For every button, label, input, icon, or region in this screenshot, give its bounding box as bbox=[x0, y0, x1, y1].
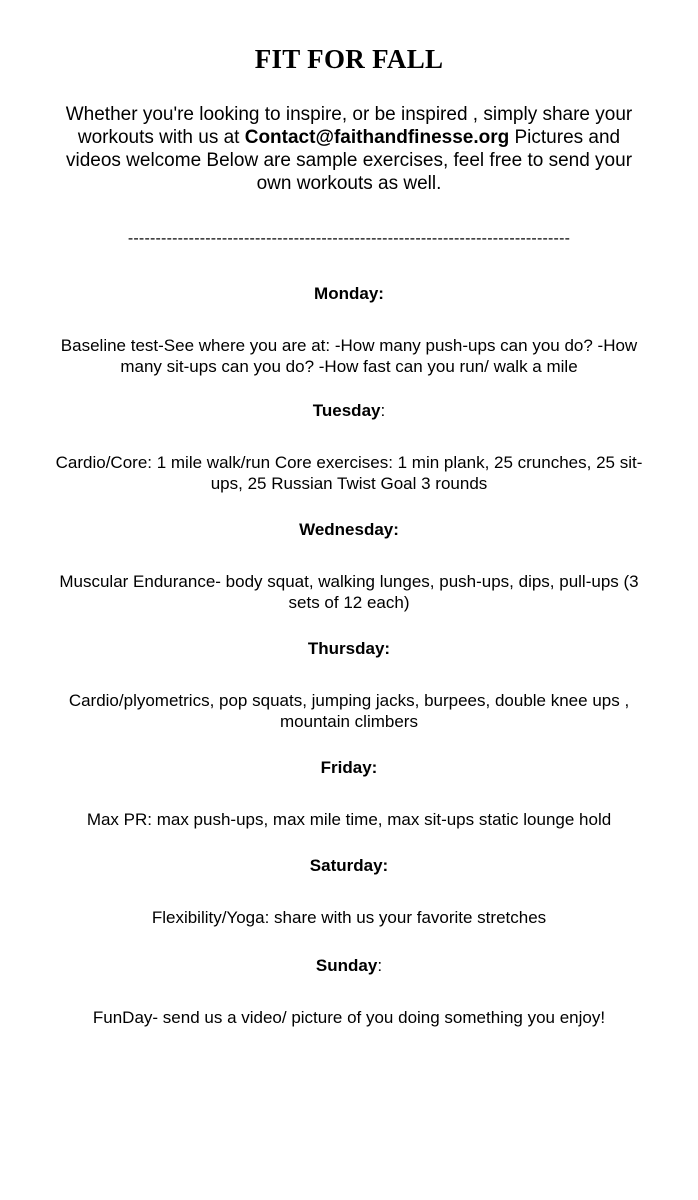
day-heading bbox=[40, 955, 658, 977]
day-name: Monday: bbox=[314, 284, 384, 303]
day-description: Cardio/Core: 1 mile walk/run Core exercises: 1 min plank, 25 crunches, 25 sit-ups, 25 Russian Twist Goal 3 rounds bbox=[55, 453, 643, 493]
intro-text-after: Pictures and videos welcome Below are sample exercises, feel free to send your own workouts as well. bbox=[65, 127, 633, 194]
day-heading bbox=[40, 757, 658, 779]
day-name: Wednesday: bbox=[299, 520, 399, 539]
day-description: FunDay- send us a video/ picture of you doing something you enjoy! bbox=[92, 1008, 606, 1027]
dashed-divider: -------------------------------------------------------------------------------- bbox=[127, 230, 571, 247]
day-wednesday bbox=[40, 519, 658, 613]
day-name: Friday: bbox=[320, 758, 378, 777]
day-suffix: : bbox=[380, 401, 386, 420]
contact-email: Contact@faithandfinesse.org bbox=[244, 127, 510, 148]
day-description: Muscular Endurance- body squat, walking lunges, push-ups, dips, pull-ups (3 sets of 12 each) bbox=[59, 572, 639, 612]
day-description: Baseline test-See where you are at: -How many push-ups can you do? -How many sit-ups can you do? -How fast can you run/ walk a mile bbox=[60, 336, 638, 376]
day-description: Max PR: max push-ups, max mile time, max sit-ups static lounge hold bbox=[86, 810, 612, 829]
day-heading bbox=[40, 519, 658, 541]
intro-paragraph bbox=[49, 103, 649, 195]
day-monday bbox=[40, 283, 658, 377]
day-description: Flexibility/Yoga: share with us your favorite stretches bbox=[151, 908, 547, 927]
day-heading bbox=[40, 855, 658, 877]
day-name: Sunday bbox=[315, 956, 378, 975]
day-name: Thursday: bbox=[307, 639, 391, 658]
day-name: Tuesday bbox=[312, 401, 381, 420]
day-thursday bbox=[40, 638, 658, 732]
day-heading bbox=[40, 638, 658, 660]
day-heading bbox=[40, 283, 658, 305]
day-name: Saturday: bbox=[309, 856, 389, 875]
day-friday bbox=[40, 757, 658, 830]
intro-text-before: Whether you're looking to inspire, or be inspired , simply share your workouts with us at bbox=[65, 104, 633, 148]
day-description: Cardio/plyometrics, pop squats, jumping jacks, burpees, double knee ups , mountain climbers bbox=[68, 691, 630, 731]
day-heading bbox=[40, 400, 658, 422]
day-tuesday bbox=[40, 400, 658, 494]
day-suffix: : bbox=[377, 956, 383, 975]
page-title: FIT FOR FALL bbox=[254, 44, 444, 74]
day-saturday bbox=[40, 855, 658, 928]
day-sunday bbox=[40, 955, 658, 1028]
